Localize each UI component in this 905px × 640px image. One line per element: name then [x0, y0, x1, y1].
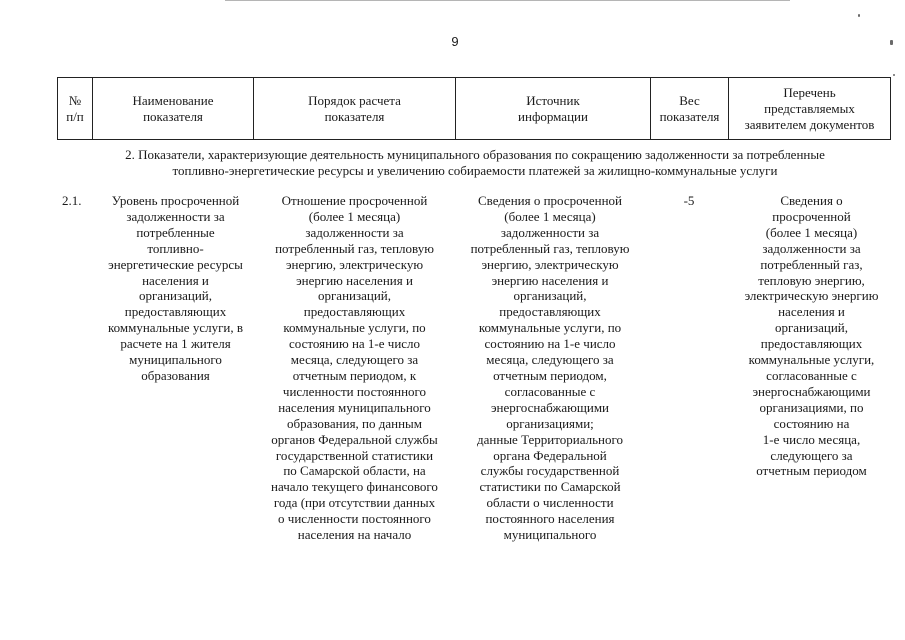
header-weight: Вес показателя	[651, 78, 729, 140]
row-number: 2.1.	[62, 193, 82, 208]
indicator-table-header	[57, 77, 891, 140]
required-documents: Сведения о просроченной (более 1 месяца) задолженности за потребленный газ, тепловую энергию, электрическую энергию населения и организаций, предоставляющих коммунальные услуги, согласованные с энергоснабжающими организациями, по состоянию на 1-е число месяца, следующего за отчетным периодом	[744, 193, 879, 479]
indicator-weight: -5	[683, 193, 695, 208]
section-title: 2. Показатели, характеризующие деятельность муниципального образования по сокращению задолженности за потребленные топливно-энергетические ресурсы и увеличению собираемости платежей за жилищно-коммунальные услуги	[125, 147, 825, 178]
header-num: № п/п	[58, 78, 93, 140]
header-name: Наименование показателя	[93, 78, 254, 140]
scan-speck	[893, 74, 895, 76]
indicator-name: Уровень просроченной задолженности за потребленные топливно- энергетические ресурсы населения и организаций, предоставляющих коммунальные услуги, в расчете на 1 жителя муниципального образования	[107, 193, 243, 383]
page-number: 9	[451, 34, 459, 49]
header-method: Порядок расчета показателя	[254, 78, 456, 140]
header-docs: Перечень представляемых заявителем документов	[729, 78, 891, 140]
scan-speck	[858, 14, 860, 17]
scan-speck	[890, 40, 893, 45]
header-source: Источник информации	[456, 78, 651, 140]
information-source: Сведения о просроченной (более 1 месяца) задолженности за потребленный газ, тепловую энергию, электрическую энергию населения и организаций, предоставляющих коммунальные услуги, по состоянию на 1-е число месяца, следующего за отчетным периодом, согласованные с энергоснабжающими организациями; данные Территориального органа Федеральной службы государственной статистики по Самарской области о численности постоянного населения муниципального	[470, 193, 630, 543]
calculation-method: Отношение просроченной (более 1 месяца) задолженности за потребленный газ, тепловую энергию, электрическую энергию населения и организаций, предоставляющих коммунальные услуги, по состоянию на 1-е число месяца, следующего за отчетным периодом, к численности постоянного населения муниципального образования, по данным органов Федеральной службы государственной статистики по Самарской области, на начало текущего финансового года (при отсутствии данных о численности постоянного населения на начало	[271, 193, 438, 543]
scan-edge-line	[225, 0, 790, 1]
